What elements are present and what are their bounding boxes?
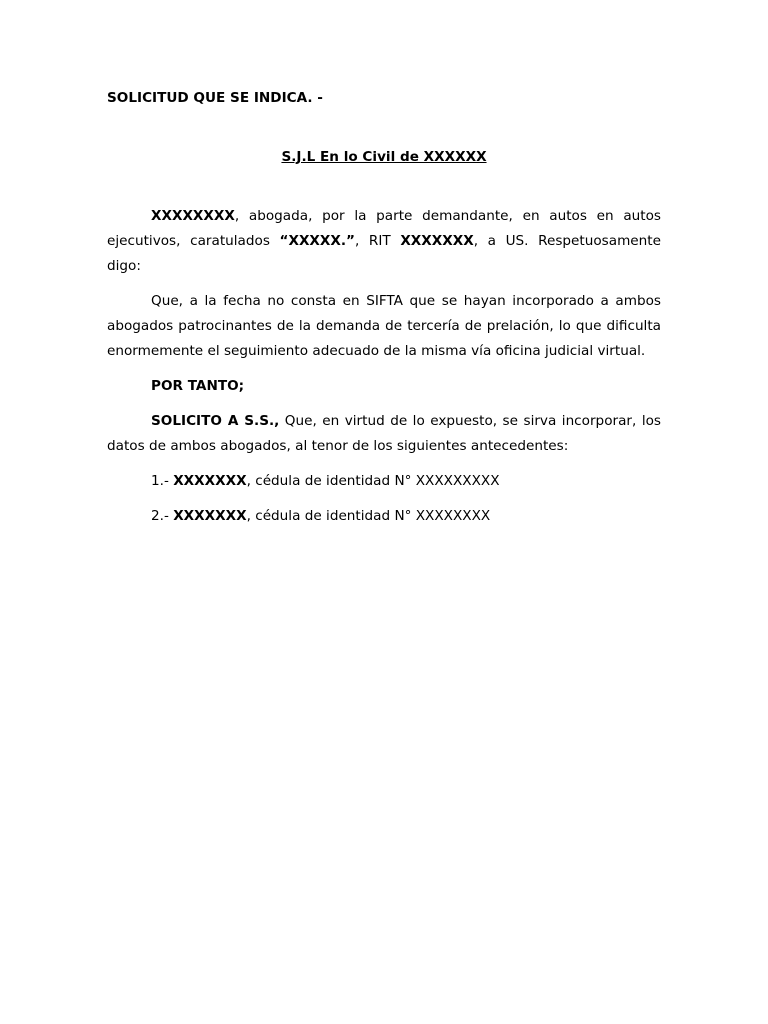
intro-paragraph: [107, 204, 661, 279]
facts-paragraph: Que, a la fecha no consta en SIFTA que se hayan incorporado a ambos abogados patrocinantes de la demanda de tercería de prelación, lo que dificulta enormemente el seguimiento adecuado de la misma vía oficina judicial virtual.: [107, 293, 661, 359]
rit-number: XXXXXXX: [400, 233, 474, 249]
case-caption: “XXXXX.”: [279, 233, 355, 249]
document-title: SOLICITUD QUE SE INDICA. -: [107, 90, 323, 106]
list-item-number: 2.-: [151, 508, 174, 524]
list-item-text: , cédula de identidad N° XXXXXXXXX: [246, 473, 500, 489]
request-text: Que, en virtud de lo expuesto, se sirva incorporar, los datos de ambos abogados, al tenor de los siguientes antecedentes:: [107, 413, 661, 454]
list-item-number: 1.-: [151, 473, 174, 489]
por-tanto-paragraph: POR TANTO;: [151, 378, 245, 394]
document-body: [107, 204, 661, 529]
list-item-name: XXXXXXX: [173, 473, 247, 489]
intro-text-1: , abogada, por la parte demandante, en autos en autos ejecutivos, caratulados: [107, 208, 661, 249]
list-item: [107, 469, 661, 494]
intro-text-3: , a US. Respetuosamente digo:: [107, 233, 661, 274]
request-paragraph: [107, 409, 661, 459]
request-lead: SOLICITO A S.S.,: [151, 413, 280, 429]
list-item-name: XXXXXXX: [173, 508, 247, 524]
attorney-name: XXXXXXXX: [151, 208, 235, 224]
list-item-text: , cédula de identidad N° XXXXXXXX: [246, 508, 491, 524]
list-item: [107, 504, 661, 529]
intro-text-2: , RIT: [354, 233, 401, 249]
court-heading: S.J.L En lo Civil de XXXXXX: [281, 149, 487, 165]
